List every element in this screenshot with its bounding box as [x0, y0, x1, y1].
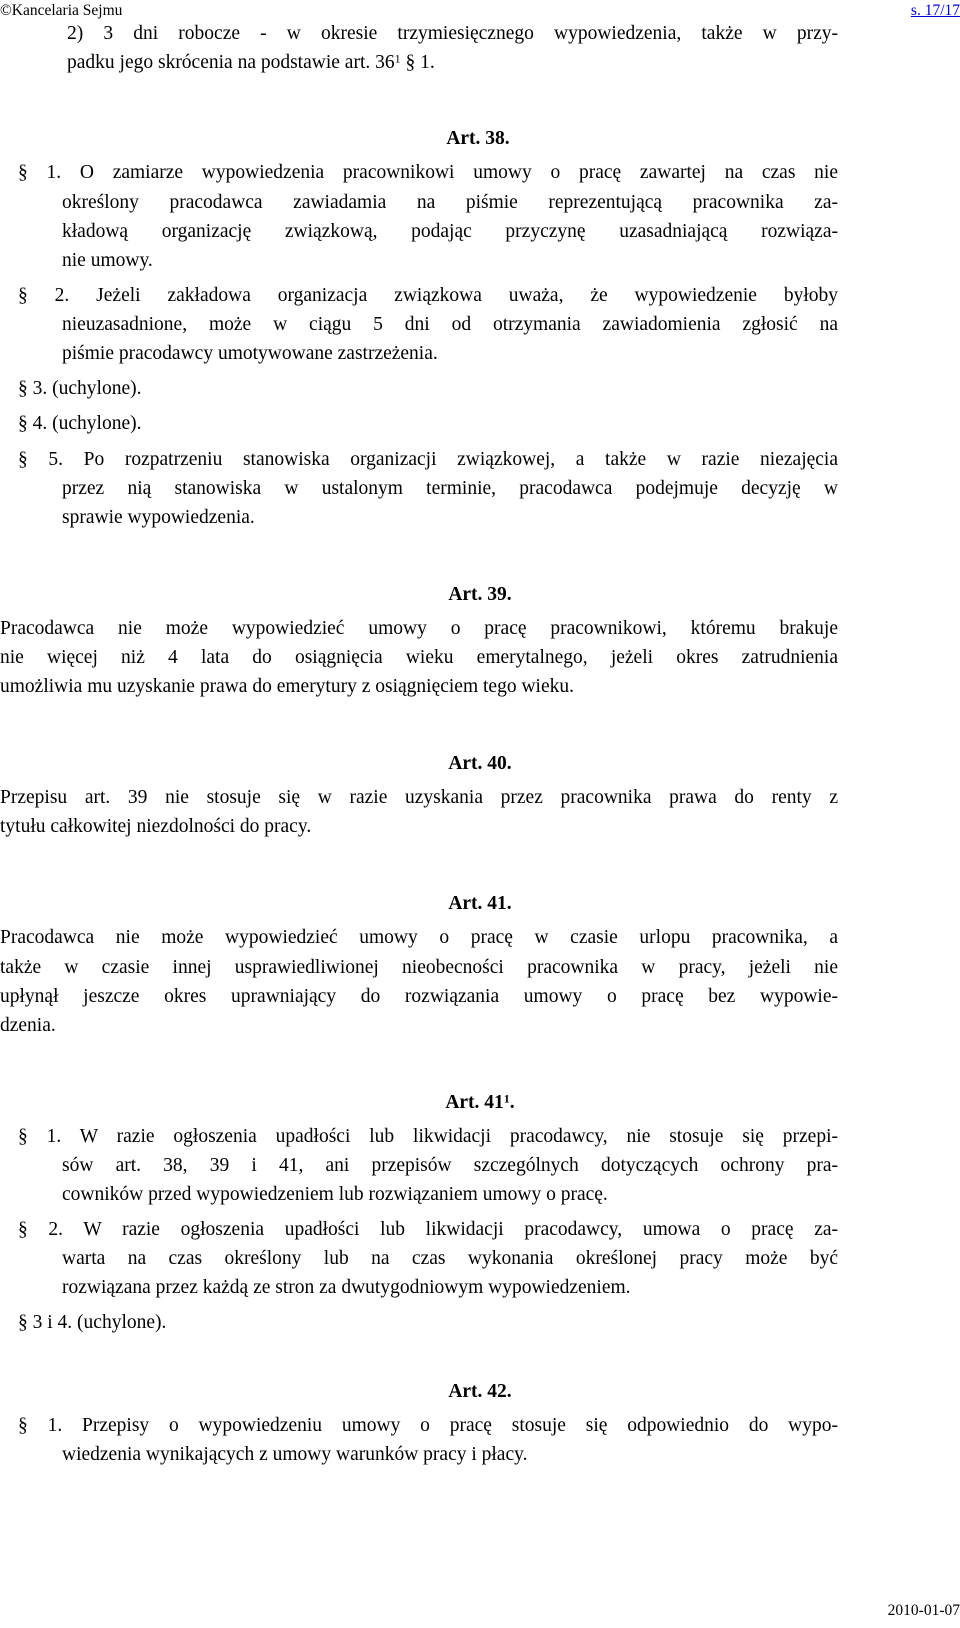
text-line: padku jego skrócenia na podstawie art. $36^1$ § 1. [67, 51, 435, 73]
text-line: upłynął jeszcze okres uprawniający do rozwiązania umowy o pracę bez wypowie- [0, 986, 838, 1007]
superscript: 1 [394, 51, 401, 66]
text-line: tytułu całkowitej niezdolności do pracy. [0, 816, 312, 837]
header-page-number[interactable]: s. 17/17 [910, 2, 960, 19]
article-heading-38: Art. 38. [446, 128, 510, 149]
text-line: umożliwia mu uzyskanie prawa do emerytury z osiągnięciem tego wieku. [0, 676, 574, 697]
text-line: nieuzasadnione, może w ciągu 5 dni od otrzymania zawiadomienia zgłosić na [62, 314, 838, 335]
superscript: 1 [503, 1091, 510, 1106]
text-line: wiedzenia wynikających z umowy warunków pracy i płacy. [62, 1444, 528, 1465]
header-publisher: ©Kancelaria Sejmu [0, 2, 123, 19]
text-line: przez nią stanowiska w ustalonym terminie, pracodawca podejmuje decyzję w [62, 478, 838, 499]
text-line: określony pracodawca zawiadamia na piśmie reprezentującą pracownika za- [62, 192, 838, 213]
text-line: kładową organizację związkową, podając przyczynę uzasadniającą rozwiąza- [62, 221, 838, 242]
text-line: sprawie wypowiedzenia. [62, 507, 255, 528]
text-line: § 4. (uchylone). [18, 413, 142, 434]
text-line: Pracodawca nie może wypowiedzieć umowy o pracę w czasie urlopu pracownika, a [0, 927, 838, 948]
text-line: cowników przed wypowiedzeniem lub rozwiązaniem umowy o pracę. [62, 1184, 608, 1205]
footer-date: 2010-01-07 [887, 1602, 960, 1619]
text-line: § 5. Po rozpatrzeniu stanowiska organizacji związkowej, a także w razie niezajęcia [18, 449, 838, 470]
text-line: 2) 3 dni robocze - w okresie trzymiesięcznego wypowiedzenia, także w przy- [67, 23, 838, 44]
article-heading-40: Art. 40. [448, 753, 512, 774]
article-heading-39: Art. 39. [448, 584, 512, 605]
text-line: § 1. W razie ogłoszenia upadłości lub likwidacji pracodawcy, nie stosuje się przepi- [18, 1126, 838, 1147]
text-line: rozwiązana przez każdą ze stron za dwutygodniowym wypowiedzeniem. [62, 1277, 631, 1298]
text-line: § 2. W razie ogłoszenia upadłości lub likwidacji pracodawcy, umowa o pracę za- [18, 1219, 838, 1240]
text-line: warta na czas określony lub na czas wykonania określonej pracy może być [62, 1248, 838, 1269]
article-heading-41-1: Art. $41^1$. [445, 1091, 515, 1113]
text-line: § 1. O zamiarze wypowiedzenia pracownikowi umowy o pracę zawartej na czas nie [18, 162, 838, 183]
text-line: nie więcej niż 4 lata do osiągnięcia wieku emerytalnego, jeżeli okres zatrudnienia [0, 647, 838, 668]
text-line: § 3. (uchylone). [18, 378, 142, 399]
text-line: § 1. Przepisy o wypowiedzeniu umowy o pracę stosuje się odpowiednio do wypo- [18, 1415, 838, 1436]
text-line: sów art. 38, 39 i 41, ani przepisów szczególnych dotyczących ochrony pra- [62, 1155, 838, 1176]
text-line: Przepisu art. 39 nie stosuje się w razie uzyskania przez pracownika prawa do renty z [0, 787, 838, 808]
text-line: także w czasie innej usprawiedliwionej nieobecności pracownika w pracy, jeżeli nie [0, 957, 838, 978]
article-heading-42: Art. 42. [448, 1381, 512, 1402]
text-line: piśmie pracodawcy umotywowane zastrzeżenia. [62, 343, 438, 364]
text-line: Pracodawca nie może wypowiedzieć umowy o pracę pracownikowi, któremu brakuje [0, 618, 838, 639]
text-line: nie umowy. [62, 250, 153, 271]
article-heading-41: Art. 41. [448, 893, 512, 914]
text-line: § 2. Jeżeli zakładowa organizacja związkowa uważa, że wypowiedzenie byłoby [18, 285, 838, 306]
text-line: dzenia. [0, 1015, 56, 1036]
text-line: § 3 i 4. (uchylone). [18, 1312, 167, 1333]
